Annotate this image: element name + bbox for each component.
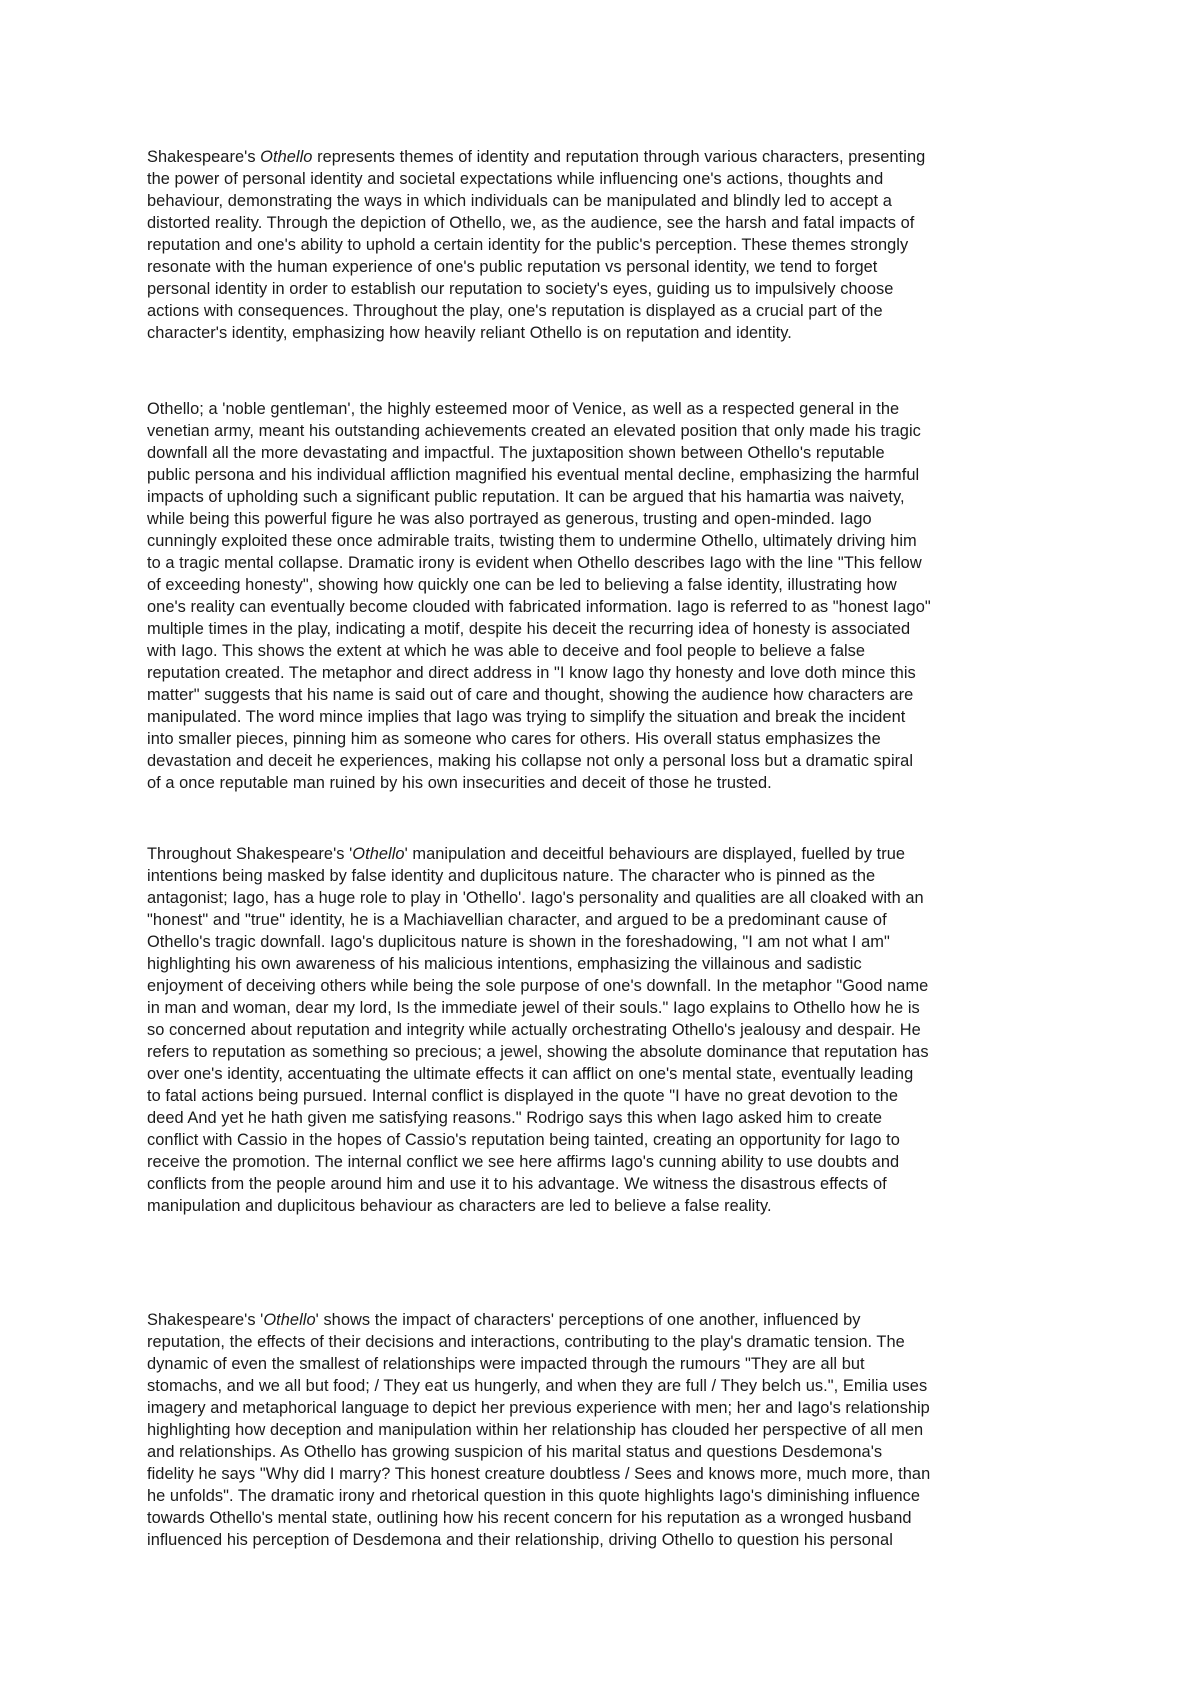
- text-run: enjoyment of deceiving others while being the sole purpose of one's downfall. In the metaphor "Good name: [147, 977, 929, 995]
- text-run: of a once reputable man ruined by his own insecurities and deceit of those he trusted.: [147, 774, 772, 792]
- text-line: [147, 1107, 1067, 1129]
- text-run: imagery and metaphorical language to depict her previous experience with men; her and Iago's relationship: [147, 1399, 930, 1417]
- text-line: [147, 909, 1067, 931]
- text-run: into smaller pieces, pinning him as someone who cares for others. His overall status emphasizes the: [147, 730, 881, 748]
- text-run: venetian army, meant his outstanding achievements created an elevated position that only made his tragic: [147, 422, 921, 440]
- text-line: [147, 300, 1067, 322]
- text-run: intentions being masked by false identity and duplicitous nature. The character who is pinned as the: [147, 867, 876, 885]
- text-line: [147, 1195, 1067, 1217]
- text-line: [147, 662, 1067, 684]
- text-run: stomachs, and we all but food; / They eat us hungerly, and when they are full / They belch us.", Emilia uses: [147, 1377, 928, 1395]
- text-line: [147, 1353, 1067, 1375]
- text-line: [147, 706, 1067, 728]
- text-line: [147, 1419, 1067, 1441]
- text-run: reputation and one's ability to uphold a certain identity for the public's perception. These themes strongly: [147, 236, 909, 254]
- italic-title: Othello: [352, 845, 405, 863]
- text-line: [147, 530, 1067, 552]
- text-run: manipulated. The word mince implies that Iago was trying to simplify the situation and break the incident: [147, 708, 906, 726]
- text-run: conflict with Cassio in the hopes of Cassio's reputation being tainted, creating an opportunity for Iago to: [147, 1131, 900, 1149]
- text-run: with Iago. This shows the extent at which he was able to deceive and fool people to believe a false: [147, 642, 866, 660]
- text-run: fidelity he says "Why did I marry? This honest creature doubtless / Sees and knows more, much more, than: [147, 1465, 931, 1483]
- text-line: [147, 953, 1067, 975]
- text-line: [147, 168, 1067, 190]
- text-line: [147, 508, 1067, 530]
- paragraph-introduction: [147, 146, 1067, 344]
- paragraph-othello-reputation: [147, 398, 1067, 794]
- text-line: [147, 1173, 1067, 1195]
- text-run: highlighting his own awareness of his malicious intentions, emphasizing the villainous and sadistic: [147, 955, 862, 973]
- text-run: so concerned about reputation and integrity while actually orchestrating Othello's jealousy and despair. He: [147, 1021, 921, 1039]
- text-line: [147, 1375, 1067, 1397]
- text-line: [147, 1041, 1067, 1063]
- text-run: in man and woman, dear my lord, Is the immediate jewel of their souls." Iago explains to Othello how he is: [147, 999, 920, 1017]
- text-line: [147, 1019, 1067, 1041]
- text-line: [147, 596, 1067, 618]
- text-run: to fatal actions being pursued. Internal conflict is displayed in the quote "I have no great devotion to the: [147, 1087, 899, 1105]
- text-line: [147, 256, 1067, 278]
- text-line: [147, 234, 1067, 256]
- text-run: public persona and his individual affliction magnified his eventual mental decline, emphasizing the harmful: [147, 466, 920, 484]
- text-line: [147, 931, 1067, 953]
- text-run: behaviour, demonstrating the ways in which individuals can be manipulated and blindly led to accept a: [147, 192, 892, 210]
- text-line: [147, 887, 1067, 909]
- text-line: [147, 1063, 1067, 1085]
- text-line: [147, 574, 1067, 596]
- text-line: [147, 772, 1067, 794]
- text-run: Othello; a 'noble gentleman', the highly esteemed moor of Venice, as well as a respected general in the: [147, 400, 900, 418]
- text-line: [147, 322, 1067, 344]
- text-run: multiple times in the play, indicating a motif, despite his deceit the recurring idea of honesty is associated: [147, 620, 911, 638]
- text-run: Shakespeare's: [147, 148, 261, 166]
- text-line: [147, 1331, 1067, 1353]
- text-line: [147, 997, 1067, 1019]
- text-line: [147, 442, 1067, 464]
- text-run: represents themes of identity and reputation through various characters, presenting: [312, 148, 926, 166]
- text-run: towards Othello's mental state, outlining how his recent concern for his reputation as a wronged husband: [147, 1509, 912, 1527]
- text-line: [147, 1129, 1067, 1151]
- paragraph-perceptions: [147, 1309, 1067, 1551]
- text-line: [147, 1151, 1067, 1173]
- text-run: he unfolds". The dramatic irony and rhetorical question in this quote highlights Iago's diminishing influence: [147, 1487, 921, 1505]
- text-run: manipulation and duplicitous behaviour as characters are led to believe a false reality.: [147, 1197, 772, 1215]
- text-line: [147, 1309, 1067, 1331]
- text-line: [147, 486, 1067, 508]
- text-run: actions with consequences. Throughout the play, one's reputation is displayed as a crucial part of the: [147, 302, 883, 320]
- text-run: over one's identity, accentuating the ultimate effects it can afflict on one's mental state, eventually leading: [147, 1065, 914, 1083]
- text-run: "honest" and "true" identity, he is a Machiavellian character, and argued to be a predominant cause of: [147, 911, 887, 929]
- text-line: [147, 618, 1067, 640]
- text-run: one's reality can eventually become clouded with fabricated information. Iago is referred to as "honest Iago": [147, 598, 931, 616]
- text-line: [147, 1441, 1067, 1463]
- text-run: to a tragic mental collapse. Dramatic irony is evident when Othello describes Iago with the line "This fellow: [147, 554, 922, 572]
- text-line: [147, 1085, 1067, 1107]
- paragraph-manipulation-deceit: [147, 843, 1067, 1217]
- text-run: downfall all the more devastating and impactful. The juxtaposition shown between Othello's reputable: [147, 444, 885, 462]
- text-run: ' manipulation and deceitful behaviours are displayed, fuelled by true: [404, 845, 906, 863]
- text-line: [147, 1507, 1067, 1529]
- text-line: [147, 843, 1067, 865]
- text-line: [147, 420, 1067, 442]
- text-run: distorted reality. Through the depiction of Othello, we, as the audience, see the harsh and fatal impacts of: [147, 214, 915, 232]
- text-run: ' shows the impact of characters' perceptions of one another, influenced by: [315, 1311, 861, 1329]
- text-run: reputation created. The metaphor and direct address in "I know Iago thy honesty and love doth mince this: [147, 664, 916, 682]
- text-run: highlighting how deception and manipulation within her relationship has clouded her perspective of all men: [147, 1421, 924, 1439]
- text-line: [147, 1529, 1067, 1551]
- text-run: refers to reputation as something so precious; a jewel, showing the absolute dominance that reputation has: [147, 1043, 929, 1061]
- text-run: and relationships. As Othello has growing suspicion of his marital status and questions Desdemona's: [147, 1443, 883, 1461]
- text-run: Shakespeare's ': [147, 1311, 264, 1329]
- text-run: devastation and deceit he experiences, making his collapse not only a personal loss but a dramatic spiral: [147, 752, 914, 770]
- text-line: [147, 212, 1067, 234]
- text-run: resonate with the human experience of one's public reputation vs personal identity, we tend to forget: [147, 258, 878, 276]
- text-run: deed And yet he hath given me satisfying reasons." Rodrigo says this when Iago asked him to create: [147, 1109, 883, 1127]
- text-line: [147, 865, 1067, 887]
- text-run: character's identity, emphasizing how heavily reliant Othello is on reputation and identity.: [147, 324, 792, 342]
- text-line: [147, 1485, 1067, 1507]
- text-run: impacts of upholding such a significant public reputation. It can be argued that his hamartia was naivety,: [147, 488, 905, 506]
- text-run: of exceeding honesty", showing how quickly one can be led to believing a false identity, illustrating how: [147, 576, 897, 594]
- text-run: antagonist; Iago, has a huge role to play in 'Othello'. Iago's personality and qualities are all cloaked with an: [147, 889, 924, 907]
- text-run: reputation, the effects of their decisions and interactions, contributing to the play's dramatic tension. The: [147, 1333, 905, 1351]
- text-run: matter" suggests that his name is said out of care and thought, showing the audience how characters are: [147, 686, 914, 704]
- text-line: [147, 1463, 1067, 1485]
- text-line: [147, 640, 1067, 662]
- text-line: [147, 190, 1067, 212]
- text-line: [147, 278, 1067, 300]
- italic-title: Othello: [263, 1311, 316, 1329]
- text-run: cunningly exploited these once admirable traits, twisting them to undermine Othello, ultimately driving him: [147, 532, 917, 550]
- text-run: dynamic of even the smallest of relationships were impacted through the rumours "They are all but: [147, 1355, 865, 1373]
- text-run: receive the promotion. The internal conflict we see here affirms Iago's cunning ability to use doubts and: [147, 1153, 900, 1171]
- text-line: [147, 146, 1067, 168]
- italic-title: Othello: [260, 148, 313, 166]
- text-run: Othello's tragic downfall. Iago's duplicitous nature is shown in the foreshadowing, "I am not what I am": [147, 933, 890, 951]
- text-line: [147, 1397, 1067, 1419]
- text-line: [147, 552, 1067, 574]
- text-run: conflicts from the people around him and use it to his advantage. We witness the disastrous effects of: [147, 1175, 887, 1193]
- text-run: while being this powerful figure he was also portrayed as generous, trusting and open-minded. Iago: [147, 510, 872, 528]
- text-line: [147, 684, 1067, 706]
- text-run: Throughout Shakespeare's ': [147, 845, 353, 863]
- text-line: [147, 750, 1067, 772]
- text-line: [147, 975, 1067, 997]
- text-line: [147, 398, 1067, 420]
- text-run: the power of personal identity and societal expectations while influencing one's actions, thoughts and: [147, 170, 884, 188]
- text-line: [147, 728, 1067, 750]
- text-run: personal identity in order to establish our reputation to society's eyes, guiding us to impulsively choose: [147, 280, 894, 298]
- text-run: influenced his perception of Desdemona and their relationship, driving Othello to question his personal: [147, 1531, 893, 1549]
- text-line: [147, 464, 1067, 486]
